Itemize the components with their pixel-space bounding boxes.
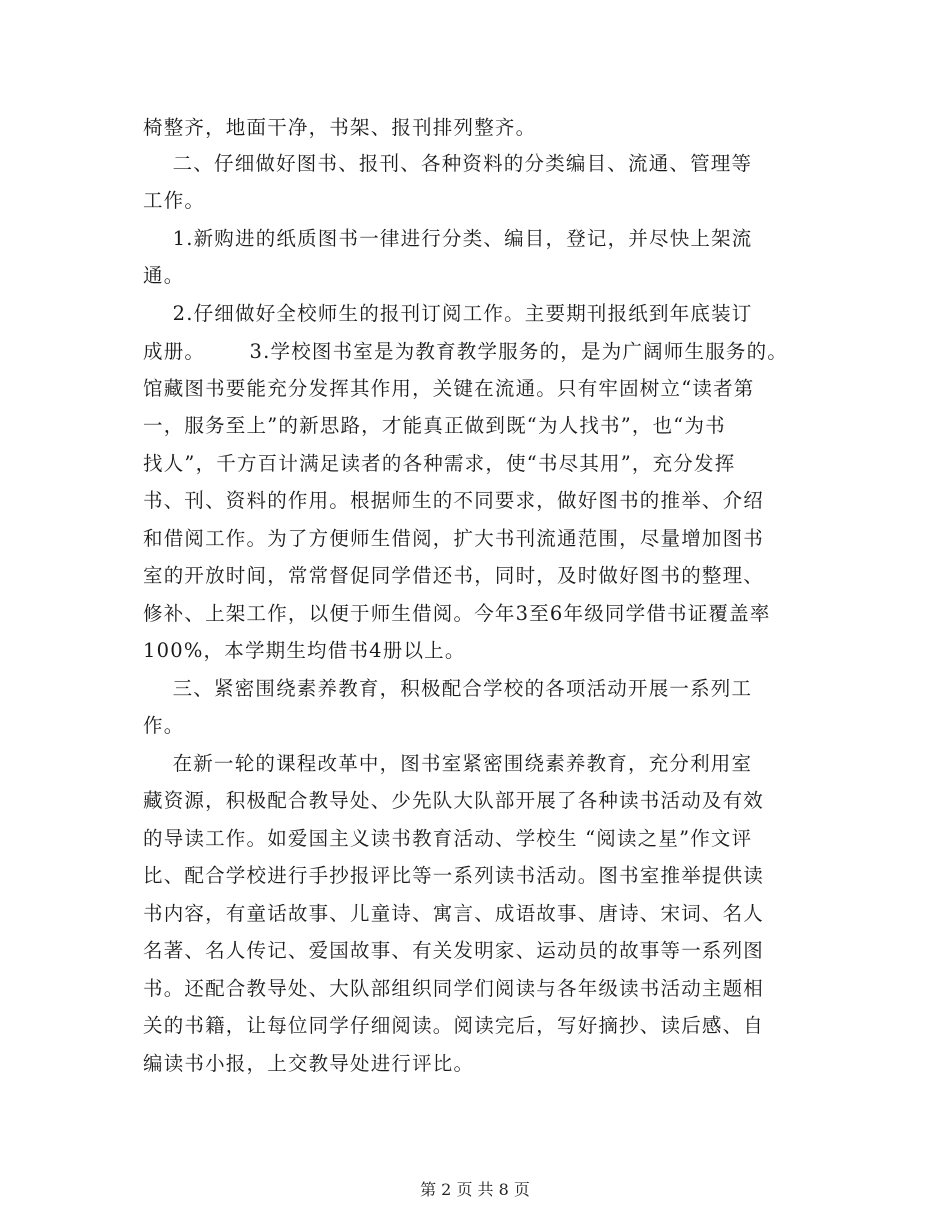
body-line: 的导读工作。如爱国主义读书教育活动、学校生 “阅读之星”作文评 (143, 827, 753, 850)
body-line: 书。还配合教导处、大队部组织同学们阅读与各年级读书活动主题相 (143, 977, 765, 1000)
section-heading-3: 三、紧密围绕素养教育，积极配合学校的各项活动开展一系列工 (143, 677, 753, 700)
body-line: 通。 (143, 264, 185, 287)
body-line: 室的开放时间，常常督促同学借还书，同时，及时做好图书的整理、 (143, 564, 765, 587)
body-line: 一，服务至上”的新思路，才能真正做到既“为人找书”，也“为书 (143, 414, 726, 437)
body-line: 100%，本学期生均借书4册以上。 (143, 639, 466, 662)
body-line: 馆藏图书要能充分发挥其作用，关键在流通。只有牢固树立“读者第 (143, 377, 755, 400)
body-line: 作。 (143, 714, 185, 737)
body-line: 和借阅工作。为了方便师生借阅，扩大书刊流通范围，尽量增加图书 (143, 527, 765, 550)
body-line: 工作。 (143, 189, 206, 212)
body-line: 关的书籍，让每位同学仔细阅读。阅读完后，写好摘抄、读后感、自 (143, 1014, 765, 1037)
body-line: 比、配合学校进行手抄报评比等一系列读书活动。图书室推举提供读 (143, 864, 765, 887)
body-line: 修补、上架工作，以便于师生借阅。今年3至6年级同学借书证覆盖率 (143, 602, 771, 625)
body-line: 编读书小报，上交教导处进行评比。 (143, 1052, 475, 1075)
body-line: 藏资源，积极配合教导处、少先队大队部开展了各种读书活动及有效 (143, 789, 765, 812)
body-line: 成册。 3.学校图书室是为教育教学服务的，是为广阔师生服务的。 (143, 340, 788, 363)
page-footer: 第 2 页 共 8 页 (420, 1180, 530, 1199)
body-line: 书内容，有童话故事、儿童诗、寓言、成语故事、唐诗、宋词、名人 (143, 902, 765, 925)
body-line: 在新一轮的课程改革中，图书室紧密围绕素养教育，充分利用室 (143, 752, 753, 775)
body-line: 书、刊、资料的作用。根据师生的不同要求，做好图书的推举、介绍 (143, 489, 765, 512)
list-item-1: 1.新购进的纸质图书一律进行分类、编目，登记，并尽快上架流 (143, 227, 753, 250)
body-line: 找人”，千方百计满足读者的各种需求，使“书尽其用”，充分发挥 (143, 452, 736, 475)
body-line: 椅整齐，地面干净，书架、报刊排列整齐。 (143, 116, 537, 139)
list-item-2: 2.仔细做好全校师生的报刊订阅工作。主要期刊报纸到年底装订 (143, 302, 753, 325)
section-heading-2: 二、仔细做好图书、报刊、各种资料的分类编目、流通、管理等 (143, 152, 753, 175)
body-line: 名著、名人传记、爱国故事、有关发明家、运动员的故事等一系列图 (143, 939, 765, 962)
